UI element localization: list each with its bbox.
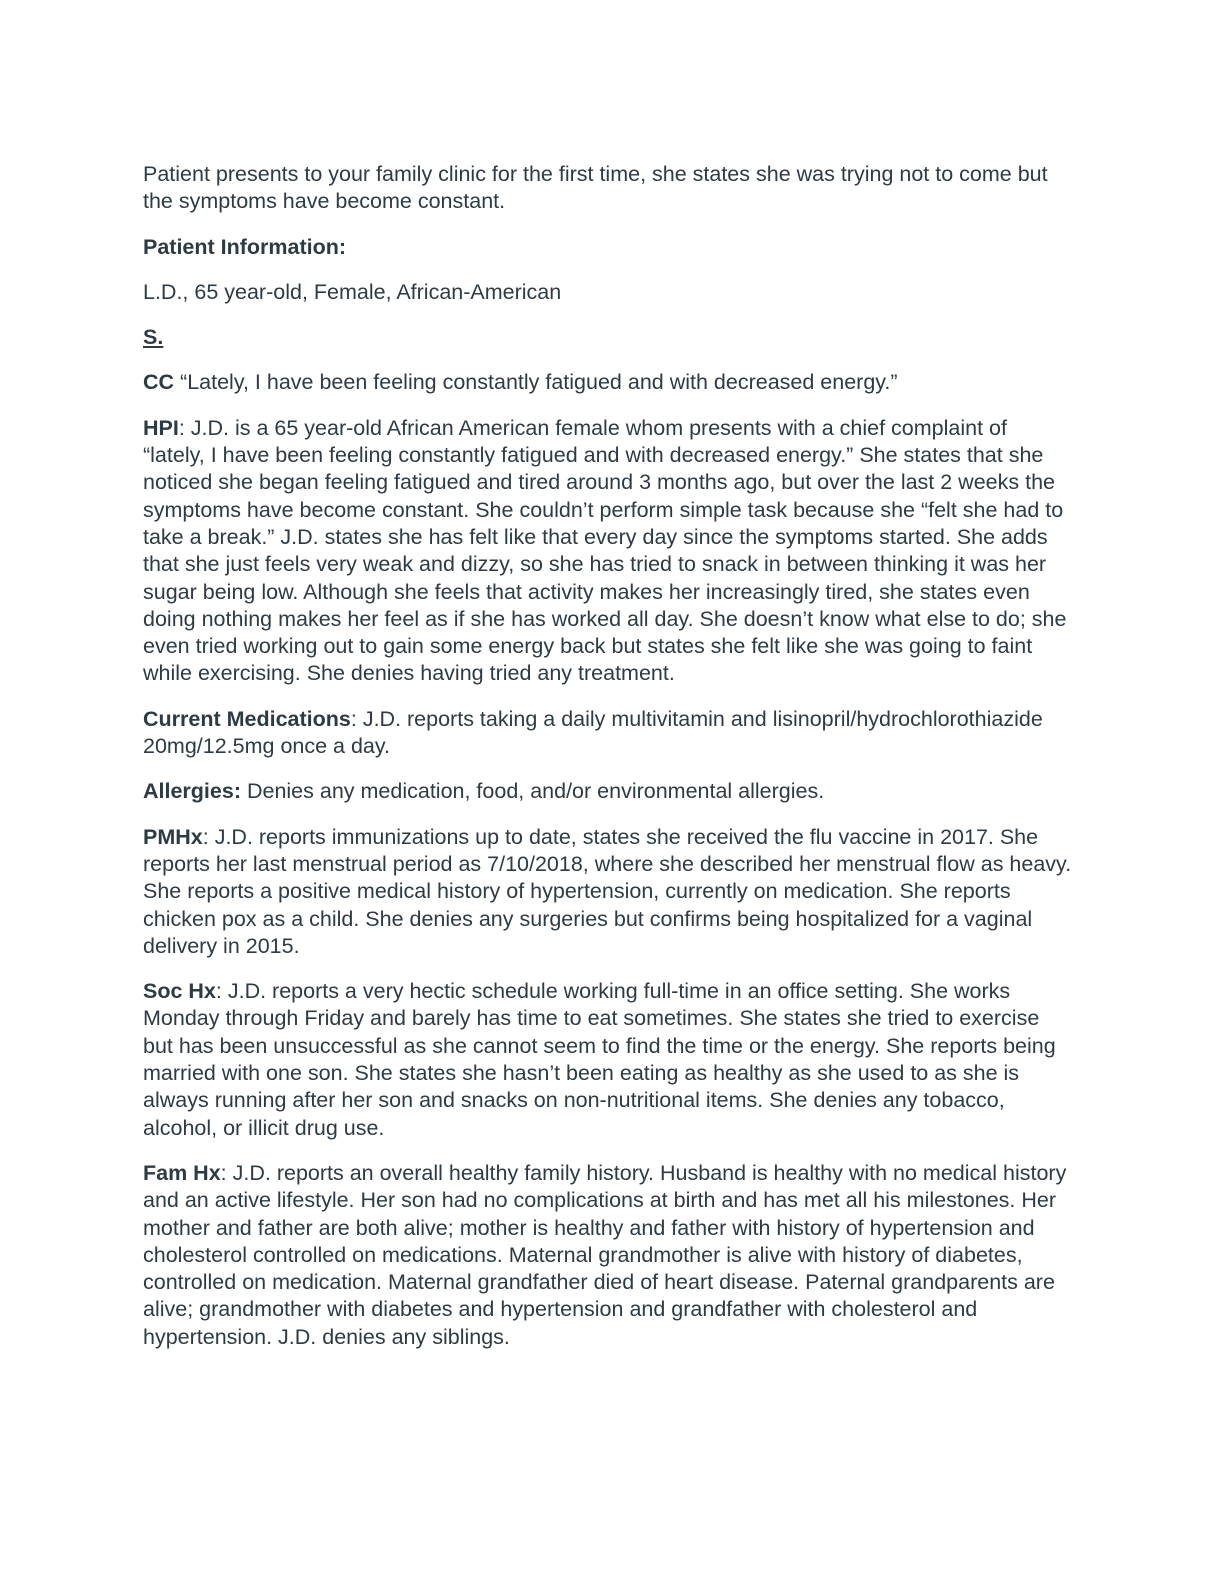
section-fam-hx [143, 1160, 1073, 1351]
section-text: J.D. is a 65 year-old African American female whom presents with a chief complaint of “lately, I have been feeling constantly fatigued and with decreased energy.” She states that she noticed she began feeling fatigued and tired around 3 months ago, but over the last 2 weeks the symptoms have become constant. She couldn’t perform simple task because she “felt she had to take a break.” J.D. states she has felt like that every day since the symptoms started. She adds that she just feels very weak and dizzy, so she has tried to snack in between thinking it was her sugar being low. Although she feels that activity makes her increasingly tired, she states even doing nothing makes her feel as if she has worked all day. She doesn’t know what else to do; she even tried working out to gain some energy back but states she felt like she was going to faint while exercising. She denies having tried any treatment. [143, 415, 1067, 686]
section-label: Soc Hx [143, 979, 216, 1004]
section-label: Allergies: [143, 779, 241, 804]
section-label: Current Medications [143, 706, 351, 731]
section-text: Denies any medication, food, and/or environmental allergies. [246, 779, 825, 804]
patient-info-value: L.D., 65 year-old, Female, African-American [143, 279, 562, 304]
section-text: J.D. reports a very hectic schedule working full-time in an office setting. She works Monday through Friday and barely has time to eat sometimes. She states she tried to exercise but has been unsuccessful as she cannot seem to find the time or the energy. She reports being married with one son. She states she hasn’t been eating as healthy as she used to as she is always running after her son and snacks on non-nutritional items. She denies any tobacco, alcohol, or illicit drug use. [143, 979, 1056, 1140]
section-label: CC [143, 370, 175, 395]
intro-paragraph: Patient presents to your family clinic for the first time, she states she was trying not to come but the symptoms have become constant. [143, 162, 1048, 214]
section-soc-hx [143, 978, 1073, 1142]
section-label: PMHx [143, 824, 203, 849]
section-separator: : [202, 824, 215, 849]
section-text: J.D. reports taking a daily multivitamin and lisinopril/hydrochlorothiazide 20mg/12.5mg once a day. [143, 706, 1043, 759]
section-separator: : [220, 1160, 233, 1185]
section-pmhx [143, 824, 1073, 960]
section-separator: : [178, 415, 191, 440]
subjective-heading: S. [143, 325, 164, 350]
section-current-medications [143, 706, 1073, 761]
section-separator: : [215, 979, 228, 1004]
section-cc [143, 369, 1073, 396]
section-text: “Lately, I have been feeling constantly fatigued and with decreased energy.” [180, 370, 898, 395]
section-text: J.D. reports an overall healthy family history. Husband is healthy with no medical history and an active lifestyle. Her son had no complications at birth and has met all his milestones. Her mother and father are both alive; mother is healthy and father with history of hypertension and cholesterol controlled on medications. Maternal grandmother is alive with history of diabetes, controlled on medication. Maternal grandfather died of heart disease. Paternal grandparents are alive; grandmother with diabetes and hypertension and grandfather with cholesterol and hypertension. J.D. denies any siblings. [143, 1160, 1067, 1349]
section-label: HPI [143, 415, 179, 440]
section-label: Fam Hx [143, 1160, 221, 1185]
section-allergies [143, 778, 1073, 805]
section-separator: : [350, 706, 363, 731]
section-hpi [143, 415, 1073, 688]
patient-info-heading: Patient Information: [143, 234, 347, 259]
document-page [143, 161, 1073, 1369]
section-text: J.D. reports immunizations up to date, states she received the flu vaccine in 2017. She reports her last menstrual period as 7/10/2018, where she described her menstrual flow as heavy. She reports a positive medical history of hypertension, currently on medication. She reports chicken pox as a child. She denies any surgeries but confirms being hospitalized for a vaginal delivery in 2015. [143, 824, 1072, 958]
